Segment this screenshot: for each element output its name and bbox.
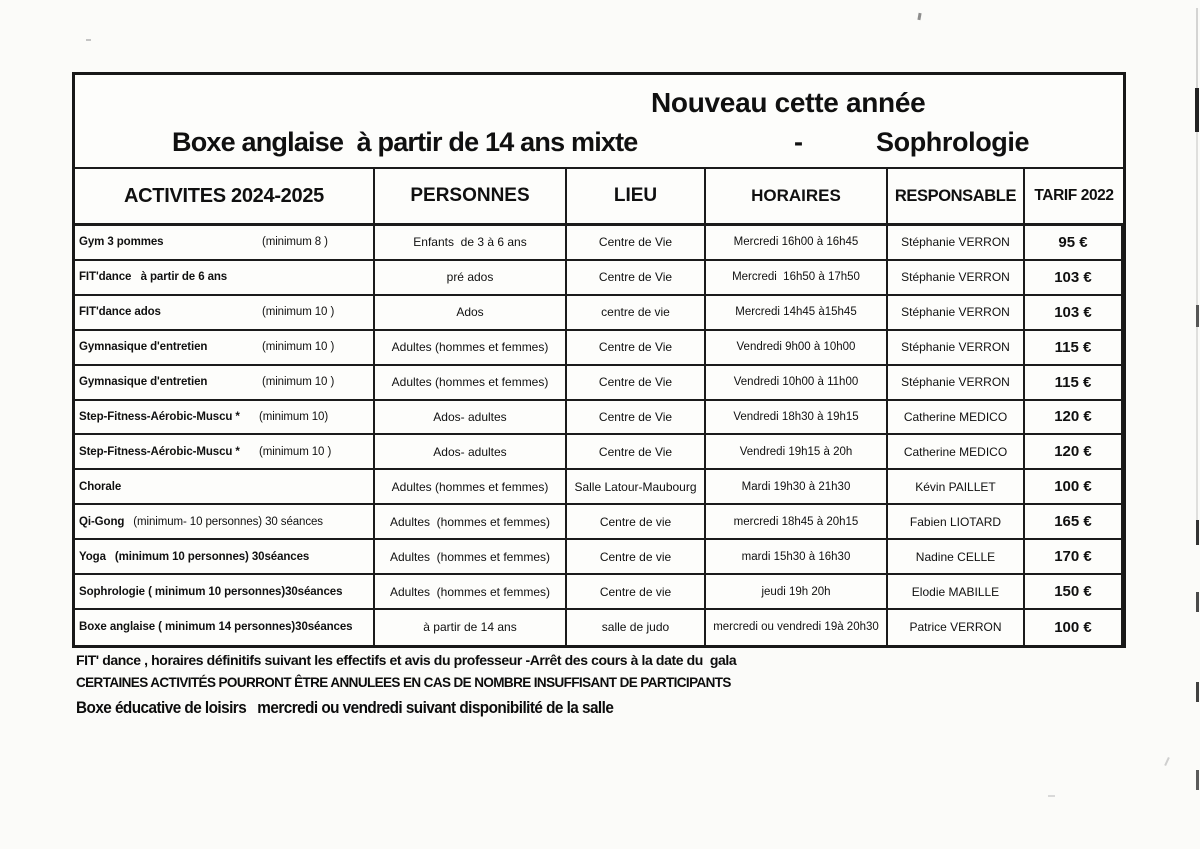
activity-name: Chorale bbox=[79, 480, 122, 493]
activity-name: Step-Fitness-Aérobic-Muscu * bbox=[79, 445, 240, 458]
scan-artifact-right-dash-1 bbox=[1195, 88, 1199, 132]
tarif-cell: 120 € bbox=[1025, 401, 1123, 436]
activity-note: (minimum- 10 personnes) 30 séances bbox=[133, 515, 323, 528]
personnes-cell: Ados- adultes bbox=[375, 401, 567, 436]
activity-name: Qi-Gong bbox=[79, 515, 125, 528]
activity-name: Gymnasique d'entretien bbox=[79, 341, 208, 354]
responsable-cell: Patrice VERRON bbox=[888, 610, 1025, 645]
responsable-cell: Kévin PAILLET bbox=[888, 470, 1025, 505]
title-sophrologie: Sophrologie bbox=[876, 127, 1030, 157]
lieu-cell: Centre de vie bbox=[567, 575, 706, 610]
responsable-cell: Stéphanie VERRON bbox=[888, 226, 1025, 261]
title-new-this-year: Nouveau cette année bbox=[651, 87, 926, 118]
personnes-cell: Adultes (hommes et femmes) bbox=[375, 575, 567, 610]
tarif-cell: 115 € bbox=[1025, 331, 1123, 366]
lieu-cell: Centre de Vie bbox=[567, 366, 706, 401]
title-boxe-anglaise: Boxe anglaise à partir de 14 ans mixte bbox=[172, 127, 638, 157]
tarif-cell: 120 € bbox=[1025, 435, 1123, 470]
lieu-cell: centre de vie bbox=[567, 296, 706, 331]
horaires-cell: mardi 15h30 à 16h30 bbox=[706, 540, 888, 575]
personnes-cell: Adultes (hommes et femmes) bbox=[375, 540, 567, 575]
lieu-cell: Centre de Vie bbox=[567, 331, 706, 366]
activity-name: Boxe anglaise ( minimum 14 personnes)30séances bbox=[79, 621, 353, 634]
activities-table bbox=[72, 72, 1126, 648]
personnes-cell: Ados bbox=[375, 296, 567, 331]
tarif-cell: 103 € bbox=[1025, 296, 1123, 331]
lieu-cell: Centre de Vie bbox=[567, 435, 706, 470]
activity-cell bbox=[75, 366, 375, 401]
responsable-cell: Elodie MABILLE bbox=[888, 575, 1025, 610]
lieu-cell: Centre de Vie bbox=[567, 226, 706, 261]
personnes-cell: Adultes (hommes et femmes) bbox=[375, 366, 567, 401]
activity-cell bbox=[75, 540, 375, 575]
responsable-cell: Stéphanie VERRON bbox=[888, 261, 1025, 296]
lieu-cell: Centre de Vie bbox=[567, 401, 706, 436]
activity-note: (minimum 10 ) bbox=[262, 306, 335, 319]
tarif-cell: 100 € bbox=[1025, 610, 1123, 645]
horaires-cell: Vendredi 18h30 à 19h15 bbox=[706, 401, 888, 436]
scan-artifact-right-line-2 bbox=[1196, 132, 1198, 305]
scan-artifact-speck-bottom-2 bbox=[1048, 795, 1055, 797]
responsable-cell: Stéphanie VERRON bbox=[888, 331, 1025, 366]
scan-artifact-speck-bottom-1 bbox=[1164, 757, 1170, 766]
horaires-cell: Mercredi 16h00 à 16h45 bbox=[706, 226, 888, 261]
activity-note: (minimum 10) bbox=[259, 410, 329, 423]
activity-cell bbox=[75, 505, 375, 540]
activity-cell bbox=[75, 331, 375, 366]
responsable-cell: Catherine MEDICO bbox=[888, 435, 1025, 470]
activity-cell bbox=[75, 296, 375, 331]
lieu-cell: salle de judo bbox=[567, 610, 706, 645]
personnes-cell: pré ados bbox=[375, 261, 567, 296]
personnes-cell: à partir de 14 ans bbox=[375, 610, 567, 645]
activity-name: Gymnasique d'entretien bbox=[79, 376, 208, 389]
table-title-banner bbox=[75, 75, 1123, 169]
activity-cell bbox=[75, 610, 375, 645]
scan-artifact-right-line-3 bbox=[1196, 327, 1198, 520]
personnes-cell: Enfants de 3 à 6 ans bbox=[375, 226, 567, 261]
activity-cell bbox=[75, 435, 375, 470]
horaires-cell: Vendredi 9h00 à 10h00 bbox=[706, 331, 888, 366]
title-dash: - bbox=[794, 127, 803, 157]
personnes-cell: Adultes (hommes et femmes) bbox=[375, 470, 567, 505]
responsable-cell: Stéphanie VERRON bbox=[888, 296, 1025, 331]
activity-note: (minimum 10 ) bbox=[262, 341, 335, 354]
scan-artifact-right-dash-2 bbox=[1196, 305, 1199, 327]
tarif-cell: 100 € bbox=[1025, 470, 1123, 505]
scan-artifact-right-dash-4 bbox=[1196, 592, 1199, 612]
activity-cell bbox=[75, 226, 375, 261]
personnes-cell: Adultes (hommes et femmes) bbox=[375, 331, 567, 366]
activity-cell bbox=[75, 401, 375, 436]
responsable-cell: Stéphanie VERRON bbox=[888, 366, 1025, 401]
horaires-cell: Mercredi 14h45 à15h45 bbox=[706, 296, 888, 331]
activity-note: (minimum 10 ) bbox=[262, 376, 335, 389]
scan-artifact-right-dash-5 bbox=[1196, 682, 1199, 702]
footnote-boxe-educative: Boxe éducative de loisirs mercredi ou vendredi suivant disponibilité de la salle bbox=[76, 698, 614, 717]
activity-cell bbox=[75, 470, 375, 505]
responsable-cell: Fabien LIOTARD bbox=[888, 505, 1025, 540]
activity-name: Step-Fitness-Aérobic-Muscu * bbox=[79, 410, 240, 423]
column-header-horaires: HORAIRES bbox=[706, 169, 888, 226]
tarif-cell: 150 € bbox=[1025, 575, 1123, 610]
scan-artifact-right-line bbox=[1196, 8, 1198, 88]
scan-artifact-right-dash-6 bbox=[1196, 770, 1199, 790]
horaires-cell: Vendredi 10h00 à 11h00 bbox=[706, 366, 888, 401]
tarif-cell: 165 € bbox=[1025, 505, 1123, 540]
personnes-cell: Ados- adultes bbox=[375, 435, 567, 470]
activity-name: FIT'dance à partir de 6 ans bbox=[79, 271, 228, 284]
responsable-cell: Catherine MEDICO bbox=[888, 401, 1025, 436]
column-header-tarif: TARIF 2022 bbox=[1025, 169, 1123, 226]
activity-name: FIT'dance ados bbox=[79, 306, 161, 319]
tarif-cell: 115 € bbox=[1025, 366, 1123, 401]
activity-name: Gym 3 pommes bbox=[79, 236, 164, 249]
column-header-responsable: RESPONSABLE bbox=[888, 169, 1025, 226]
tarif-cell: 170 € bbox=[1025, 540, 1123, 575]
tarif-cell: 95 € bbox=[1025, 226, 1123, 261]
column-header-personnes: PERSONNES bbox=[375, 169, 567, 226]
activity-cell bbox=[75, 261, 375, 296]
horaires-cell: Vendredi 19h15 à 20h bbox=[706, 435, 888, 470]
activity-name: Sophrologie ( minimum 10 personnes)30séances bbox=[79, 585, 343, 598]
activity-note: (minimum 8 ) bbox=[262, 236, 328, 249]
activity-note: (minimum 10 ) bbox=[259, 445, 332, 458]
scan-artifact-speck-left bbox=[86, 39, 91, 41]
lieu-cell: Centre de vie bbox=[567, 540, 706, 575]
horaires-cell: mercredi ou vendredi 19à 20h30 bbox=[706, 610, 888, 645]
responsable-cell: Nadine CELLE bbox=[888, 540, 1025, 575]
lieu-cell: Centre de Vie bbox=[567, 261, 706, 296]
horaires-cell: jeudi 19h 20h bbox=[706, 575, 888, 610]
lieu-cell: Salle Latour-Maubourg bbox=[567, 470, 706, 505]
lieu-cell: Centre de vie bbox=[567, 505, 706, 540]
footnote-fitdance: FIT' dance , horaires définitifs suivant les effectifs et avis du professeur -Arrêt des cours à la date du gala bbox=[76, 652, 737, 668]
personnes-cell: Adultes (hommes et femmes) bbox=[375, 505, 567, 540]
column-header-activites: ACTIVITES 2024-2025 bbox=[75, 169, 375, 226]
activity-note: (minimum 10 personnes) 30séances bbox=[114, 550, 310, 563]
horaires-cell: Mardi 19h30 à 21h30 bbox=[706, 470, 888, 505]
activity-cell bbox=[75, 575, 375, 610]
scan-artifact-speck-top bbox=[917, 13, 921, 20]
tarif-cell: 103 € bbox=[1025, 261, 1123, 296]
horaires-cell: mercredi 18h45 à 20h15 bbox=[706, 505, 888, 540]
column-header-lieu: LIEU bbox=[567, 169, 706, 226]
activity-name: Yoga bbox=[79, 550, 106, 563]
scan-artifact-right-dash-3 bbox=[1196, 520, 1199, 545]
horaires-cell: Mercredi 16h50 à 17h50 bbox=[706, 261, 888, 296]
footnote-cancellation: CERTAINES ACTIVITÉS POURRONT ÊTRE ANNULEES EN CAS DE NOMBRE INSUFFISANT DE PARTICIPANTS bbox=[76, 675, 731, 690]
